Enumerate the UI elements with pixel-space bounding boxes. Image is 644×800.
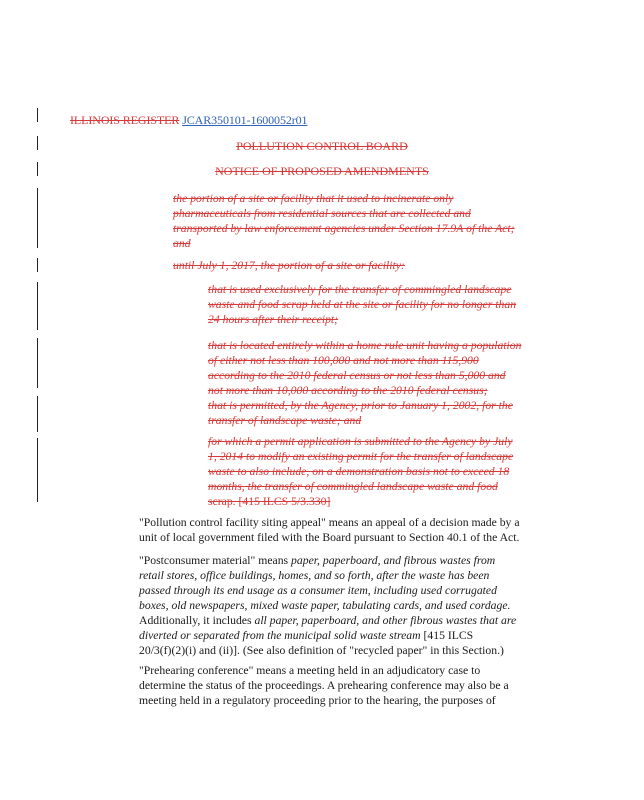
text-line: and: [173, 237, 191, 250]
text-fragment: all paper, paperboard, and other fibrous wastes that are: [254, 614, 517, 627]
text-line: retail stores, office buildings, homes, and so forth, after the waste has been: [139, 569, 490, 582]
text-fragment: "Postconsumer material" means: [139, 554, 292, 567]
notice-title: NOTICE OF PROPOSED AMENDMENTS: [215, 164, 429, 178]
struck-paragraph-2: [173, 258, 405, 273]
struck-paragraph-5: [208, 398, 513, 428]
text-line: unit of local government filed with the Board pursuant to Section 40.1 of the Act.: [139, 531, 520, 544]
text-line: determine the status of the proceedings. A prehearing conference may also be a: [139, 679, 509, 692]
text-fragment: [415 ILCS: [420, 629, 474, 642]
text-line: that is permitted, by the Agency, prior to January 1, 2002, for the: [208, 399, 513, 412]
text-fragment: paper, paperboard, and fibrous wastes from: [291, 554, 496, 567]
text-line: "Pollution control facility siting appeal" means an appeal of a decision made by a: [139, 516, 520, 529]
text-line: pharmaceuticals from residential sources that are collected and: [173, 207, 471, 220]
change-bar: [37, 396, 38, 432]
register-title: ILLINOIS REGISTER: [70, 113, 180, 127]
text-line: of either not less than 100,000 and not more than 115,900: [208, 354, 479, 367]
text-line: that is used exclusively for the transfer of commingled landscape: [208, 283, 512, 296]
text-line: for which a permit application is submitted to the Agency by July: [208, 435, 513, 448]
struck-paragraph-4: [208, 338, 521, 398]
text-line: 20/3(f)(2)(i) and (ii)]. (See also definition of "recycled paper" in this Section.): [139, 644, 504, 657]
text-line: according to the 2010 federal census or not less than 5,000 and: [208, 369, 506, 382]
text-line: transfer of landscape waste; and: [208, 414, 362, 427]
text-line: waste and food scrap held at the site or facility for no longer than: [208, 298, 517, 311]
change-bar: [37, 108, 38, 122]
board-title: POLLUTION CONTROL BOARD: [236, 139, 408, 153]
text-line: the portion of a site or facility that it used to incinerate only: [173, 192, 454, 205]
text-line: passed through its end usage as a consumer item, including used corrugated: [139, 584, 497, 597]
definition-postconsumer: [139, 553, 516, 658]
definition-prehearing: [139, 663, 509, 708]
change-bar: [37, 188, 38, 248]
change-bar: [37, 338, 38, 388]
text-line: until July 1, 2017, the portion of a site or facility:: [173, 259, 405, 272]
text-fragment: Additionally, it includes: [139, 614, 255, 627]
text-line: "Prehearing conference" means a meeting held in an adjudicatory case to: [139, 664, 481, 677]
register-code: JCAR350101-1600052r01: [182, 113, 308, 127]
text-line: meeting held in a regulatory proceeding prior to the hearing, the purposes of: [139, 694, 496, 707]
text-line: that is located entirely within a home rule unit having a population: [208, 339, 522, 352]
change-bar: [37, 438, 38, 502]
change-bar: [37, 282, 38, 330]
text-line: [139, 553, 516, 568]
text-line: transported by law enforcement agencies under Section 17.9A of the Act;: [173, 222, 515, 235]
text-fragment: diverted or separated from the municipal solid waste stream: [139, 629, 421, 642]
text-line: months, the transfer of commingled landscape waste and food: [208, 480, 498, 493]
text-line: 24 hours after their receipt;: [208, 313, 339, 326]
struck-paragraph-6: [208, 434, 513, 509]
text-line: waste to also include, on a demonstration basis not to exceed 18: [208, 465, 510, 478]
register-header: [70, 113, 307, 128]
text-line: [139, 613, 516, 628]
change-bar: [37, 258, 38, 272]
text-line: [139, 628, 516, 643]
struck-paragraph-3: [208, 282, 516, 327]
text-line: scrap. [415 ILCS 5/3.330]: [208, 495, 331, 508]
text-line: boxes, old newspapers, mixed waste paper, tabulating cards, and used cordage.: [139, 599, 511, 612]
struck-paragraph-1: [173, 191, 515, 251]
text-line: not more than 10,000 according to the 2010 federal census;: [208, 384, 488, 397]
definition-pcfsa: [139, 515, 520, 545]
text-line: 1, 2014 to modify an existing permit for the transfer of landscape: [208, 450, 514, 463]
